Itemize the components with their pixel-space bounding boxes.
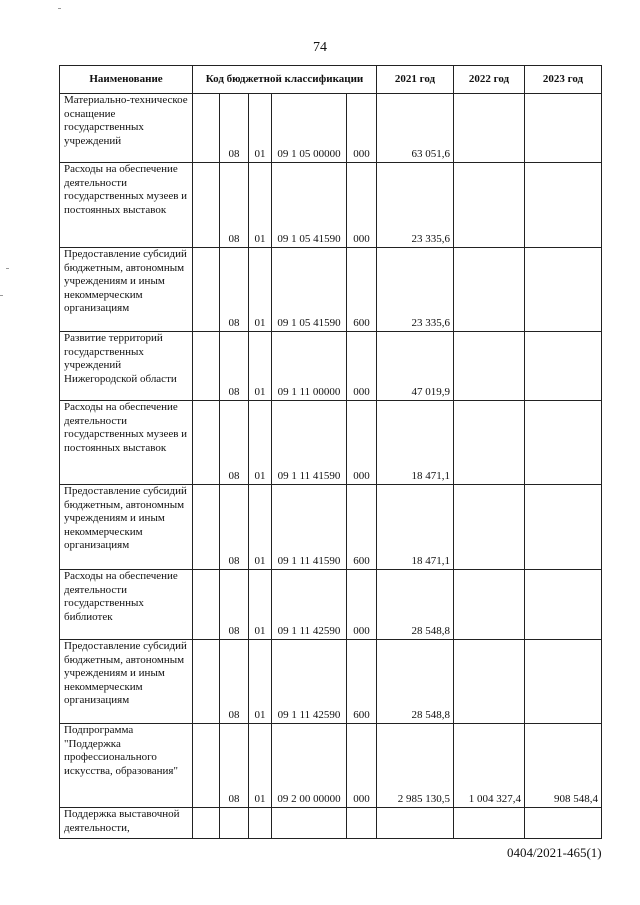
cell-c3: [249, 808, 272, 839]
cell-c3: 01: [249, 332, 272, 401]
cell-c5: 000: [347, 332, 377, 401]
cell-y2022: [454, 332, 525, 401]
budget-table: [59, 65, 602, 839]
cell-y2021: 18 471,1: [377, 401, 454, 485]
cell-c5: 000: [347, 570, 377, 640]
cell-c2: 08: [220, 94, 249, 163]
cell-y2021: [377, 808, 454, 839]
cell-y2022: [454, 570, 525, 640]
cell-y2022: [454, 640, 525, 724]
scan-mark: [58, 8, 61, 9]
cell-c4: 09 1 05 41590: [272, 163, 347, 248]
cell-c2: 08: [220, 570, 249, 640]
cell-c3: 01: [249, 570, 272, 640]
cell-c1: [193, 724, 220, 808]
cell-c1: [193, 163, 220, 248]
cell-y2022: 1 004 327,4: [454, 724, 525, 808]
table-header-row: [60, 66, 602, 94]
cell-y2022: [454, 401, 525, 485]
table-row: [60, 570, 602, 640]
cell-y2023: [525, 570, 602, 640]
cell-c1: [193, 808, 220, 839]
cell-y2023: [525, 640, 602, 724]
row-name: Поддержка выставочной деятельности,: [60, 808, 193, 839]
cell-c1: [193, 401, 220, 485]
cell-c5: 000: [347, 724, 377, 808]
table-row: [60, 248, 602, 332]
cell-c5: 000: [347, 94, 377, 163]
row-name: Подпрограмма "Поддержка профессионального искусства, образования": [60, 724, 193, 808]
cell-c4: 09 1 11 41590: [272, 401, 347, 485]
cell-c3: 01: [249, 94, 272, 163]
cell-c5: 000: [347, 163, 377, 248]
cell-y2023: [525, 163, 602, 248]
row-name: Материально-техническое оснащение государственных учреждений: [60, 94, 193, 163]
cell-y2022: [454, 485, 525, 570]
cell-c5: 600: [347, 248, 377, 332]
cell-c4: 09 1 11 42590: [272, 570, 347, 640]
header-code: Код бюджетной классификации: [193, 66, 377, 94]
cell-y2023: [525, 332, 602, 401]
header-2023: 2023 год: [525, 66, 602, 94]
scan-mark: [6, 268, 9, 269]
cell-c4: 09 1 05 00000: [272, 94, 347, 163]
cell-y2021: 18 471,1: [377, 485, 454, 570]
cell-c5: 600: [347, 640, 377, 724]
cell-c2: 08: [220, 640, 249, 724]
cell-c3: 01: [249, 485, 272, 570]
table-row: [60, 401, 602, 485]
row-name: Расходы на обеспечение деятельности государственных библиотек: [60, 570, 193, 640]
cell-y2023: [525, 485, 602, 570]
header-2021: 2021 год: [377, 66, 454, 94]
cell-c4: 09 1 05 41590: [272, 248, 347, 332]
table-row: [60, 640, 602, 724]
cell-c3: 01: [249, 401, 272, 485]
document-code: 0404/2021-465(1): [507, 845, 602, 860]
cell-y2021: 63 051,6: [377, 94, 454, 163]
row-name: Расходы на обеспечение деятельности государственных музеев и постоянных выставок: [60, 163, 193, 248]
cell-c5: 000: [347, 401, 377, 485]
cell-y2021: 47 019,9: [377, 332, 454, 401]
table-row: [60, 332, 602, 401]
cell-c1: [193, 640, 220, 724]
cell-y2021: 28 548,8: [377, 640, 454, 724]
table-row: [60, 808, 602, 839]
cell-c3: 01: [249, 724, 272, 808]
cell-c2: 08: [220, 724, 249, 808]
cell-y2023: 908 548,4: [525, 724, 602, 808]
cell-y2021: 23 335,6: [377, 248, 454, 332]
cell-c1: [193, 332, 220, 401]
cell-y2021: 2 985 130,5: [377, 724, 454, 808]
table-row: [60, 724, 602, 808]
row-name: Предоставление субсидий бюджетным, автономным учреждениям и иным некоммерческим организациям: [60, 248, 193, 332]
page-number: 74: [313, 40, 327, 55]
cell-c4: 09 2 00 00000: [272, 724, 347, 808]
header-2022: 2022 год: [454, 66, 525, 94]
cell-c4: [272, 808, 347, 839]
cell-c1: [193, 485, 220, 570]
cell-c2: 08: [220, 248, 249, 332]
cell-c1: [193, 570, 220, 640]
cell-c4: 09 1 11 42590: [272, 640, 347, 724]
cell-c4: 09 1 11 41590: [272, 485, 347, 570]
cell-c5: [347, 808, 377, 839]
cell-c1: [193, 248, 220, 332]
cell-y2023: [525, 94, 602, 163]
row-name: Предоставление субсидий бюджетным, автономным учреждениям и иным некоммерческим организациям: [60, 640, 193, 724]
cell-c2: 08: [220, 485, 249, 570]
cell-y2022: [454, 94, 525, 163]
row-name: Развитие территорий государственных учреждений Нижегородской области: [60, 332, 193, 401]
table-row: [60, 163, 602, 248]
cell-c3: 01: [249, 248, 272, 332]
table-row: [60, 485, 602, 570]
scan-mark: [0, 295, 3, 296]
cell-c3: 01: [249, 163, 272, 248]
table-row: [60, 94, 602, 163]
cell-c2: [220, 808, 249, 839]
cell-y2021: 23 335,6: [377, 163, 454, 248]
header-name: Наименование: [60, 66, 193, 94]
cell-y2023: [525, 808, 602, 839]
cell-c3: 01: [249, 640, 272, 724]
cell-y2022: [454, 163, 525, 248]
cell-c1: [193, 94, 220, 163]
cell-y2021: 28 548,8: [377, 570, 454, 640]
cell-y2022: [454, 808, 525, 839]
cell-c2: 08: [220, 332, 249, 401]
row-name: Расходы на обеспечение деятельности государственных музеев и постоянных выставок: [60, 401, 193, 485]
cell-y2023: [525, 248, 602, 332]
cell-c5: 600: [347, 485, 377, 570]
cell-c2: 08: [220, 163, 249, 248]
cell-y2023: [525, 401, 602, 485]
cell-c2: 08: [220, 401, 249, 485]
cell-c4: 09 1 11 00000: [272, 332, 347, 401]
cell-y2022: [454, 248, 525, 332]
row-name: Предоставление субсидий бюджетным, автономным учреждениям и иным некоммерческим организациям: [60, 485, 193, 570]
